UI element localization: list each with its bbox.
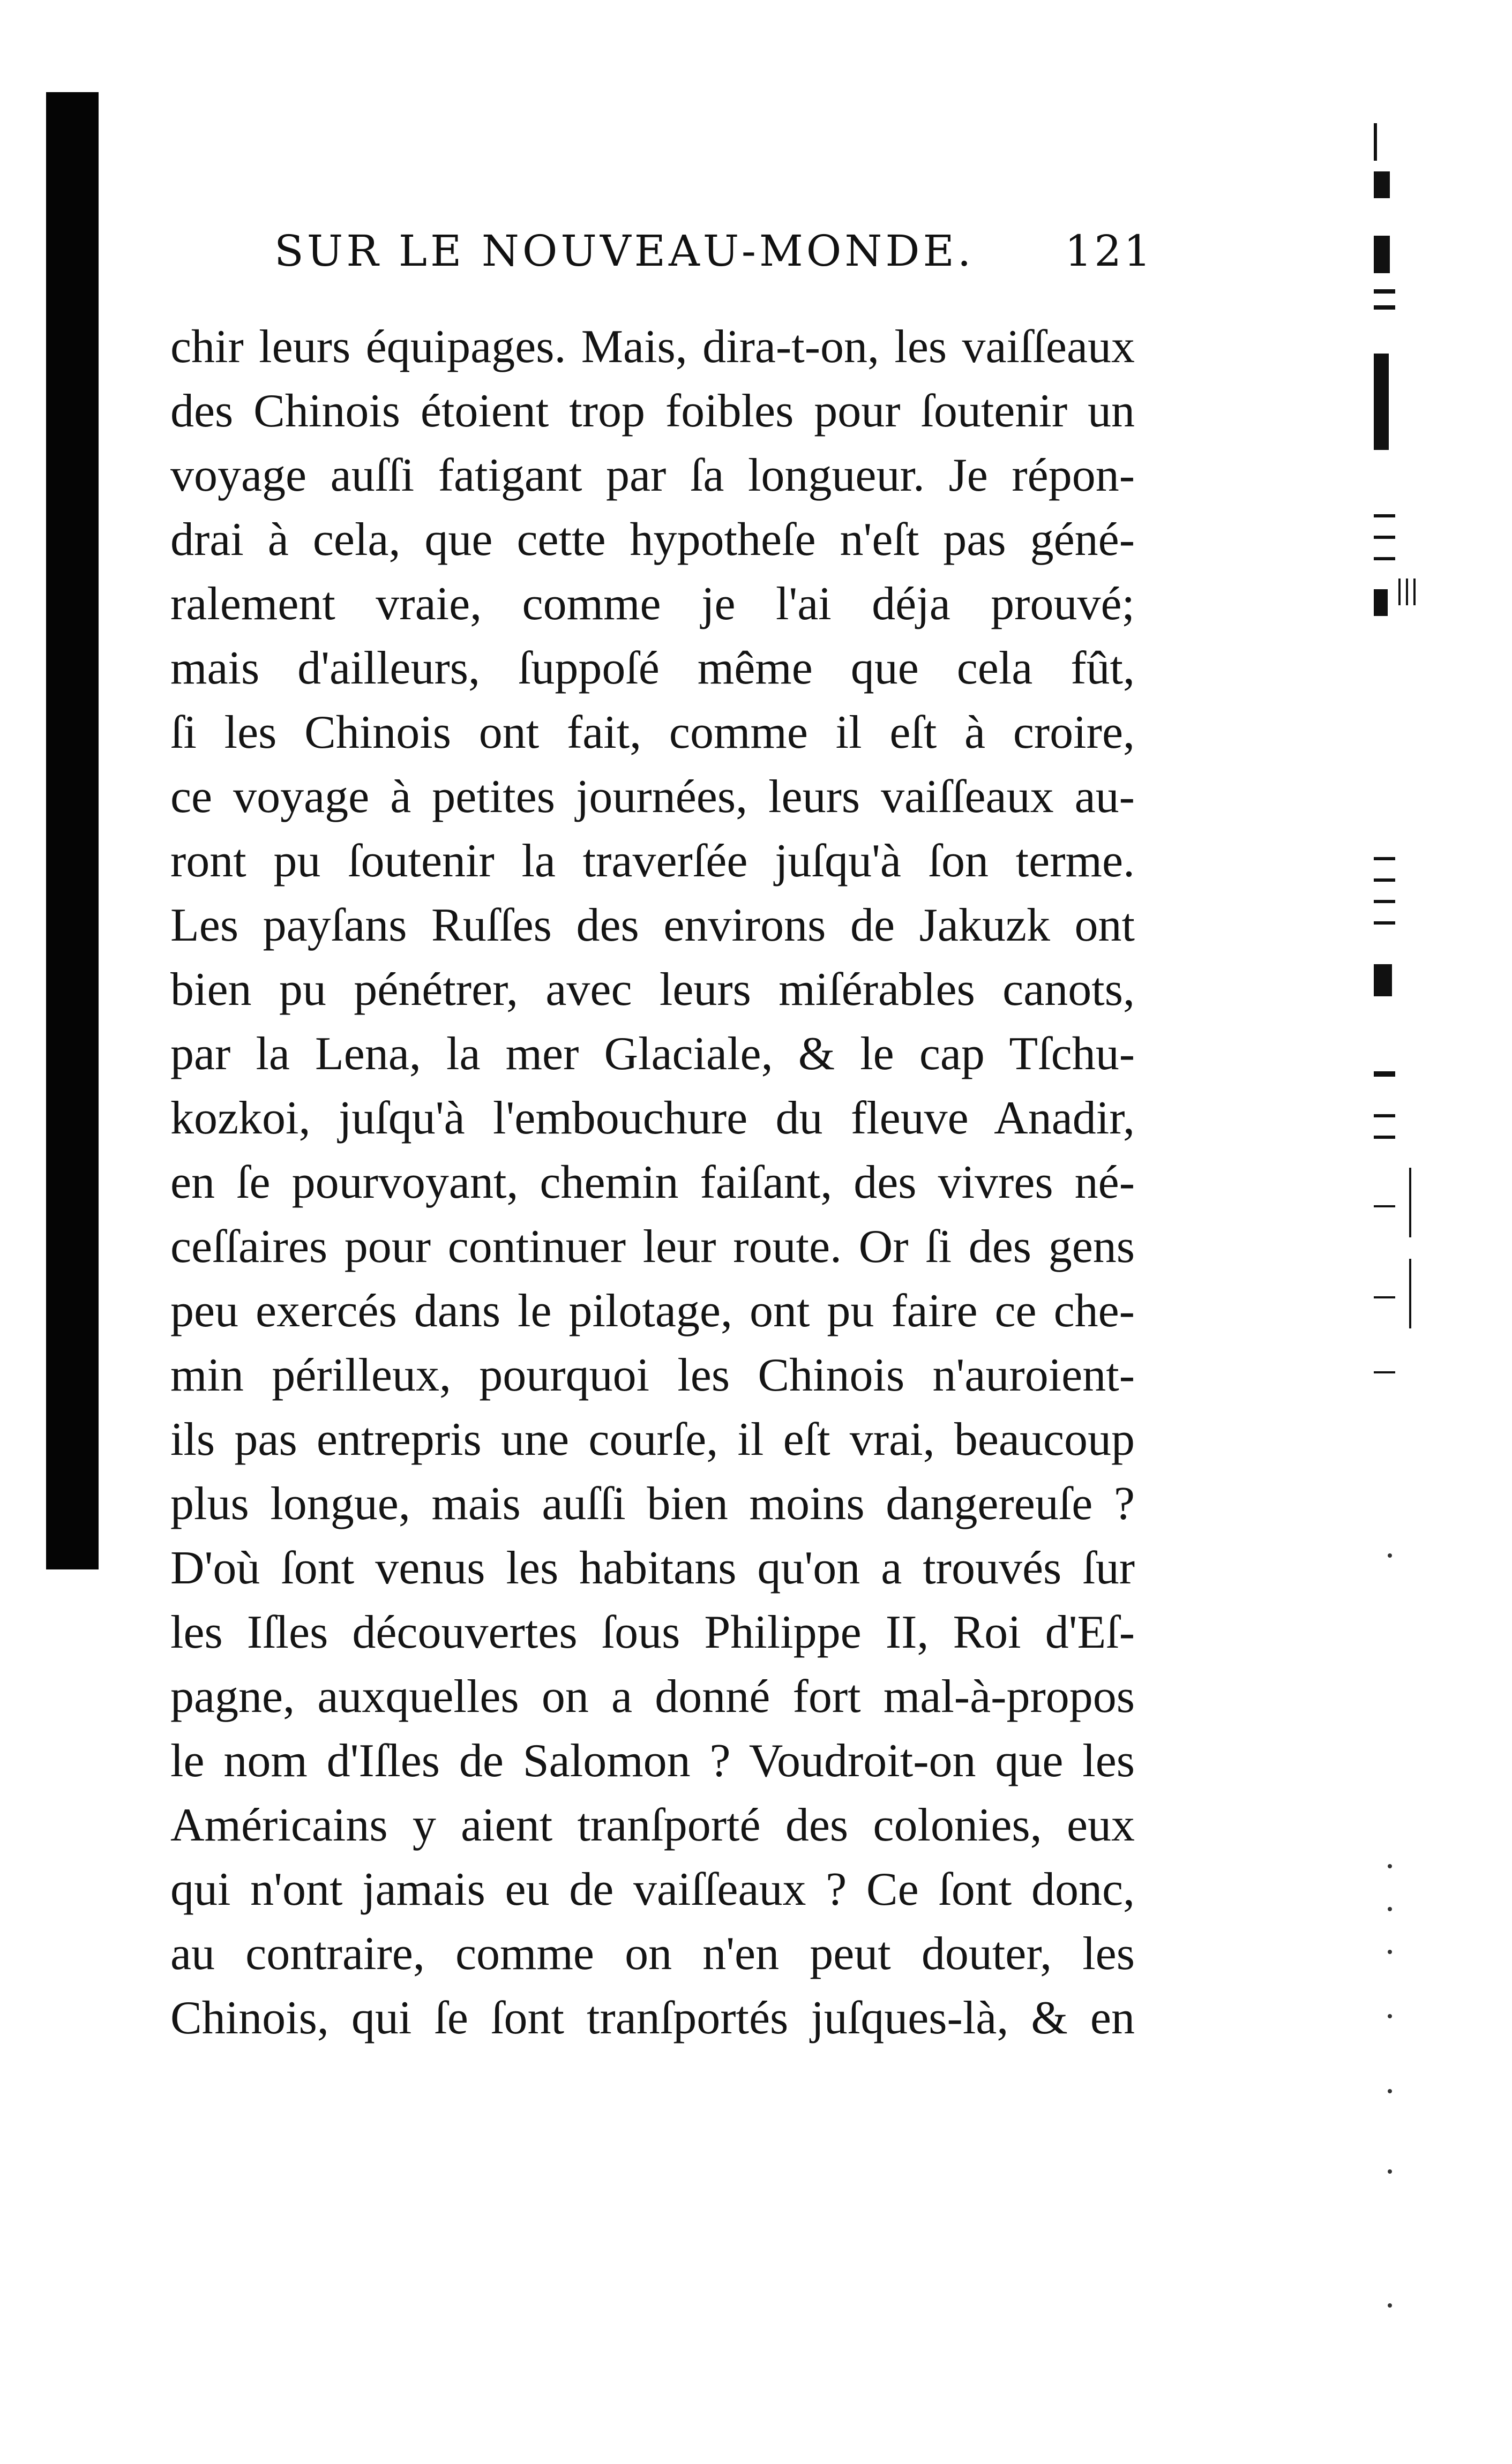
text-line: les Iſles découvertes ſous Philippe II, Roi d'Eſ-: [170, 1606, 1135, 1658]
margin-mark: [1374, 305, 1395, 310]
text-line: ceſſaires pour continuer leur route. Or ſi des gens: [170, 1221, 1135, 1273]
margin-mark: [1374, 1136, 1395, 1139]
margin-mark: [1374, 964, 1392, 996]
margin-mark: [1374, 1071, 1395, 1077]
margin-mark: [1374, 857, 1395, 860]
margin-mark: [1374, 514, 1395, 517]
text-line: peu exercés dans le pilotage, ont pu faire ce che-: [170, 1285, 1135, 1337]
text-line: bien pu pénétrer, avec leurs miſérables canots,: [170, 964, 1135, 1016]
margin-mark: [1374, 900, 1395, 903]
text-line: voyage auſſi fatigant par ſa longueur. Je répon-: [170, 449, 1135, 501]
text-line: qui n'ont jamais eu de vaiſſeaux ? Ce ſont donc,: [170, 1864, 1135, 1915]
margin-speck: [1388, 1950, 1392, 1954]
margin-mark: [1374, 557, 1395, 560]
margin-mark: [1398, 579, 1401, 605]
text-line: ront pu ſoutenir la traverſée juſqu'à ſon terme.: [170, 835, 1135, 887]
margin-speck: [1388, 2014, 1392, 2018]
margin-mark: [1409, 1259, 1411, 1328]
margin-speck: [1388, 1907, 1392, 1911]
text-line: plus longue, mais auſſi bien moins dangereuſe ?: [170, 1478, 1135, 1530]
text-line: par la Lena, la mer Glaciale, & le cap Tſchu-: [170, 1028, 1135, 1080]
margin-mark: [1374, 536, 1395, 539]
scan-margin-marks: [1372, 107, 1489, 2357]
margin-mark: [1406, 579, 1408, 605]
text-line: Chinois, qui ſe ſont tranſportés juſques-là, & en: [170, 1992, 1135, 2044]
text-line: pagne, auxquelles on a donné fort mal-à-propos: [170, 1671, 1135, 1723]
margin-speck: [1388, 2303, 1392, 2308]
text-line: le nom d'Iſles de Salomon ? Voudroit-on que les: [170, 1735, 1135, 1787]
margin-mark: [1374, 171, 1390, 198]
margin-mark: [1374, 1371, 1395, 1373]
text-line: drai à cela, que cette hypotheſe n'eſt pas géné-: [170, 514, 1135, 566]
margin-mark: [1374, 589, 1388, 616]
page-number: 121: [1065, 226, 1153, 276]
margin-mark: [1413, 579, 1416, 605]
margin-mark: [1374, 1296, 1395, 1298]
binding-shadow-bar: [46, 92, 99, 1569]
text-line: des Chinois étoient trop foibles pour ſoutenir un: [170, 385, 1135, 437]
running-head: [274, 215, 1153, 296]
margin-speck: [1388, 1864, 1392, 1868]
text-line: Américains y aient tranſporté des colonies, eux: [170, 1799, 1135, 1851]
text-line: Les payſans Ruſſes des environs de Jakuzk ont: [170, 899, 1135, 951]
text-line: en ſe pourvoyant, chemin faiſant, des vivres né-: [170, 1156, 1135, 1208]
margin-mark: [1374, 921, 1395, 925]
margin-speck: [1388, 2169, 1392, 2174]
margin-speck: [1388, 1553, 1392, 1558]
text-line: ils pas entrepris une courſe, il eſt vrai, beaucoup: [170, 1414, 1135, 1466]
margin-mark: [1374, 354, 1389, 450]
text-line: chir leurs équipages. Mais, dira-t-on, les vaiſſeaux: [170, 321, 1135, 373]
text-line: ſi les Chinois ont fait, comme il eſt à croire,: [170, 707, 1135, 758]
body-text: [170, 315, 1135, 2050]
margin-mark: [1409, 1168, 1411, 1237]
margin-speck: [1388, 2089, 1392, 2093]
text-line: min périlleux, pourquoi les Chinois n'auroient-: [170, 1349, 1135, 1401]
margin-mark: [1374, 1205, 1395, 1207]
text-line: au contraire, comme on n'en peut douter, les: [170, 1928, 1135, 1980]
text-line: ralement vraie, comme je l'ai déja prouvé;: [170, 578, 1135, 630]
text-line: ce voyage à petites journées, leurs vaiſſeaux au-: [170, 771, 1135, 823]
running-head-title: SUR LE NOUVEAU-MONDE.: [274, 226, 975, 276]
margin-mark: [1374, 878, 1395, 882]
margin-mark: [1374, 1114, 1395, 1117]
margin-mark: [1374, 236, 1390, 273]
margin-mark: [1374, 289, 1395, 294]
text-line: D'où ſont venus les habitans qu'on a trouvés ſur: [170, 1542, 1135, 1594]
margin-mark: [1374, 123, 1377, 161]
text-line: kozkoi, juſqu'à l'embouchure du fleuve Anadir,: [170, 1092, 1135, 1144]
text-line: mais d'ailleurs, ſuppoſé même que cela fût,: [170, 642, 1135, 694]
